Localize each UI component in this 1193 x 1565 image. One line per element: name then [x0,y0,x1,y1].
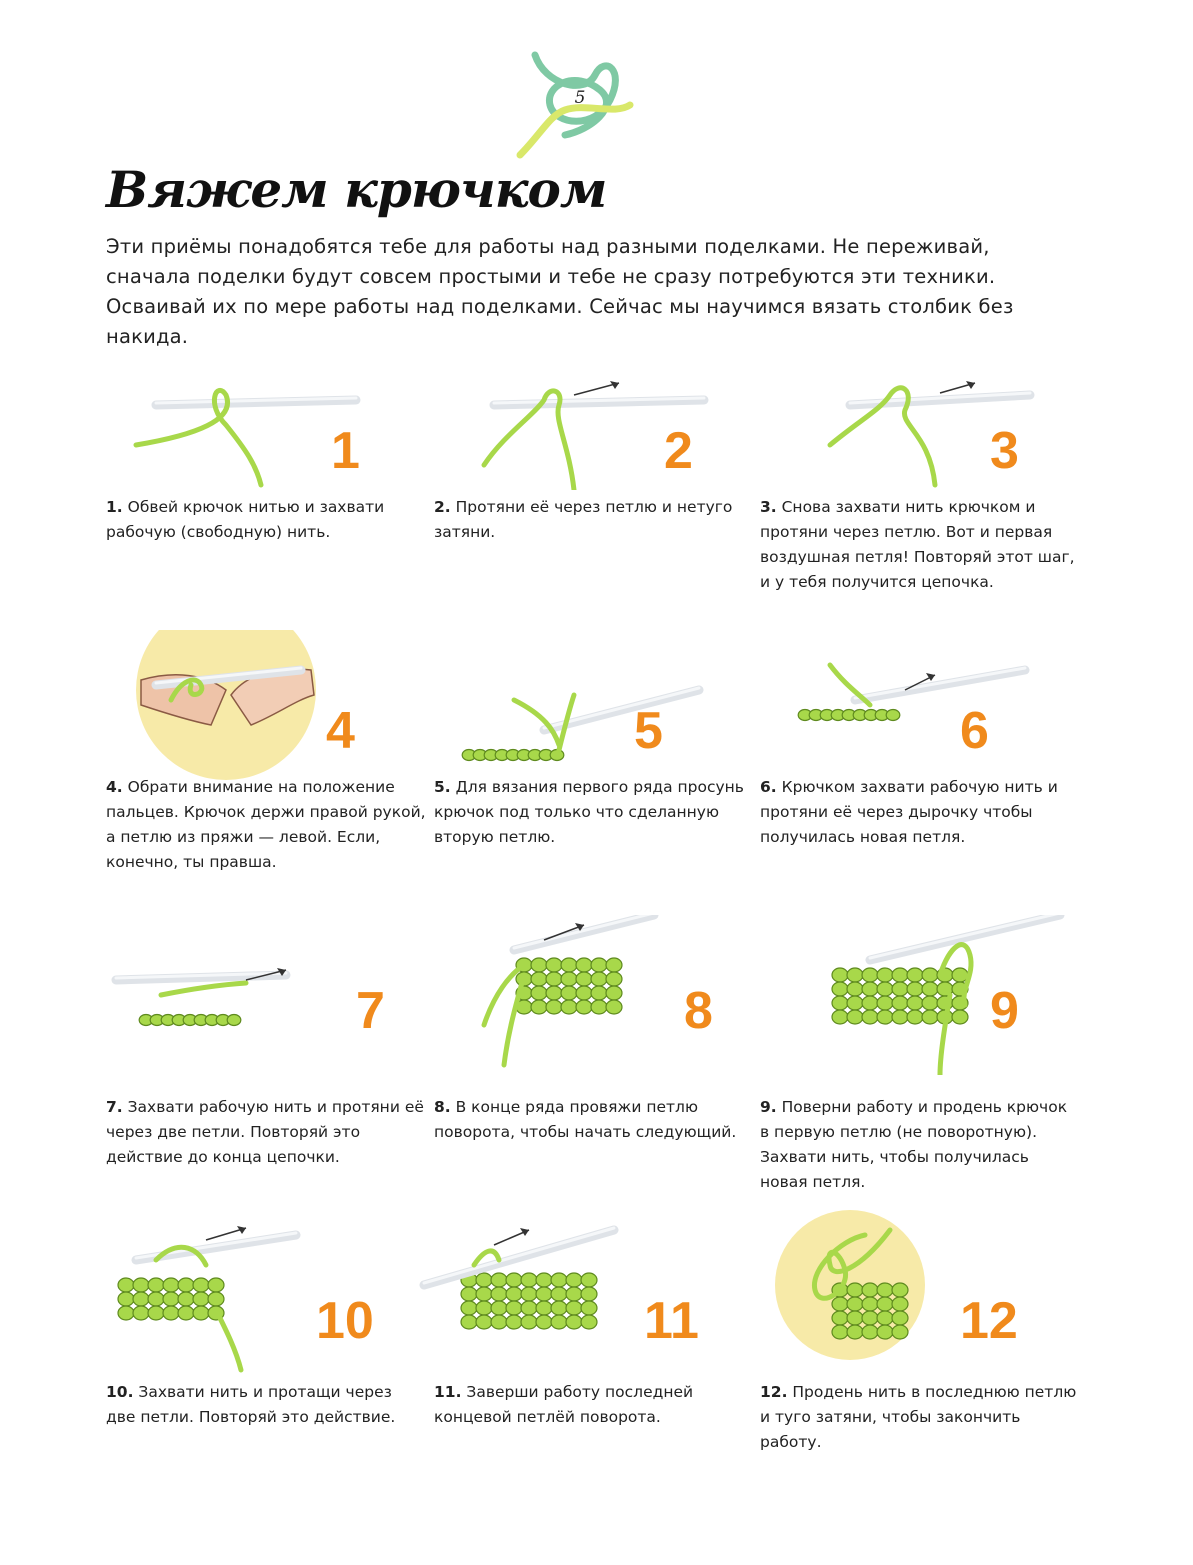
chain-insert-hook-icon [444,660,714,780]
step-caption [106,1095,426,1170]
step-label: 12. [760,1383,788,1401]
step-label: 7. [106,1098,123,1116]
step-caption [760,495,1080,595]
page-number: 5 [574,88,586,108]
step-label: 11. [434,1383,462,1401]
step-caption [106,495,426,545]
step-caption [434,775,754,850]
step-label: 2. [434,498,451,516]
step-text: Протяни её через петлю и нетуго затяни. [434,498,733,541]
step-text: В конце ряда провяжи петлю поворота, чтобы начать следующий. [434,1098,737,1141]
step-label: 8. [434,1098,451,1116]
fasten-off-icon [770,1210,930,1360]
step-text: Захвати рабочую нить и протяни её через две петли. Повторяй это действие до конца цепочки. [106,1098,424,1166]
step-number: 2 [664,422,693,480]
step-number: 7 [356,982,385,1040]
finish-row-icon [414,1220,644,1350]
step-text: Обвей крючок нитью и захвати рабочую (свободную) нить. [106,498,385,541]
step-text: Обрати внимание на положение пальцев. Крючок держи правой рукой, а петлю из пряжи — левой. Если, конечно, ты правша. [106,778,426,871]
step-caption [760,775,1080,850]
chain-pull-yarn-icon [775,645,1035,760]
step-text: Захвати нить и протащи через две петли. Повторяй это действие. [106,1383,396,1426]
step-text: Для вязания первого ряда просунь крючок под только что сделанную вторую петлю. [434,778,744,846]
step-number: 11 [644,1292,699,1350]
chain-two-loops-icon [106,955,366,1075]
step-caption [106,775,426,875]
step-text: Поверни работу и продень крючок в первую петлю (не поворотную). Захвати нить, чтобы получилась новая петля. [760,1098,1068,1191]
step-caption [106,1380,426,1430]
step-number: 8 [684,982,713,1040]
step-label: 5. [434,778,451,796]
step-number: 6 [960,702,989,760]
step-number: 4 [326,702,355,760]
pull-through-two-icon [96,1220,326,1390]
step-text: Продень нить в последнюю петлю и туго затяни, чтобы закончить работу. [760,1383,1077,1451]
page-title: Вяжем крючком [106,160,607,219]
step-label: 6. [760,778,777,796]
step-label: 10. [106,1383,134,1401]
turn-work-icon [790,915,1070,1075]
step-number: 3 [990,422,1019,480]
step-caption [760,1095,1080,1195]
step-text: Крючком захвати рабочую нить и протяни её через дырочку чтобы получилась новая петля. [760,778,1058,846]
step-number: 12 [960,1292,1018,1350]
step-caption [760,1380,1080,1455]
step-text: Снова захвати нить крючком и протяни через петлю. Вот и первая воздушная петля! Повторяй этот шаг, и у тебя получится цепочка. [760,498,1075,591]
step-label: 1. [106,498,123,516]
step-number: 10 [316,1292,374,1350]
intro-text: Эти приёмы понадобятся тебе для работы над разными поделками. Не переживай, сначала поделки будут совсем простыми и тебе не сразу потребуются эти техники. Осваивай их по мере работы над поделками. Сейчас мы научимся вязать столбик без накида. [106,235,1014,348]
step-number: 9 [990,982,1019,1040]
step-number: 1 [331,422,360,480]
step-label: 9. [760,1098,777,1116]
hands-holding-hook-icon [126,630,326,780]
step-caption [434,1380,754,1430]
step-label: 4. [106,778,123,796]
step-caption [434,1095,754,1145]
turning-chain-icon [454,915,694,1075]
step-number: 5 [634,702,663,760]
step-label: 3. [760,498,777,516]
step-caption [434,495,754,545]
step-text: Заверши работу последней концевой петлёй поворота. [434,1383,694,1426]
